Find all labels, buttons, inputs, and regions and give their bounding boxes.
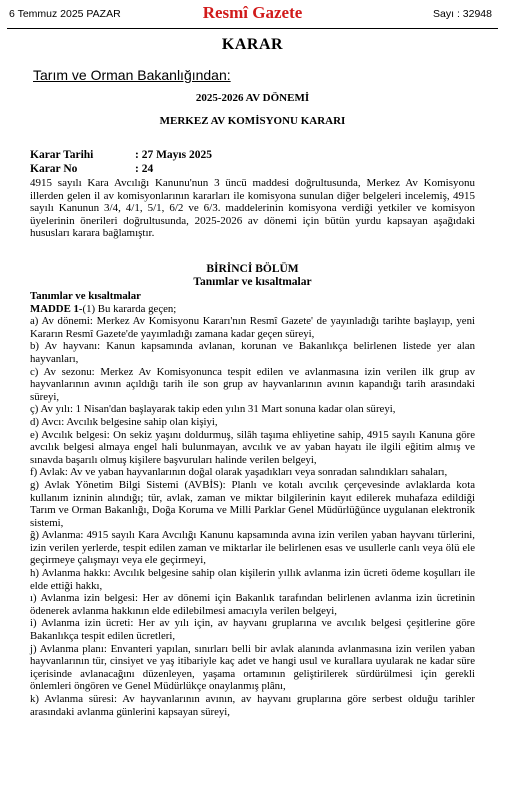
definition-item: i) Avlanma izin ücreti: Her av yılı için, av hayvanı gruplarına ve avcılık belgesi çeşitlerine göre Bakanlıkça tespit edilen ücretleri, bbox=[30, 617, 475, 643]
section-title: KARAR bbox=[221, 36, 284, 53]
article-label: MADDE 1- bbox=[30, 302, 83, 315]
definition-item: f) Avlak: Av ve yaban hayvanlarının doğal olarak yaşadıkları veya sonradan salındıkları sahaları, bbox=[30, 466, 448, 479]
section-subheading: Tanımlar ve kısaltmalar bbox=[30, 290, 141, 302]
article-1 bbox=[30, 303, 475, 316]
definition-item: g) Avlak Yönetim Bilgi Sistemi (AVBİS): Planlı ve kotalı avcılık çerçevesinde avlaklarda kota kullanım izninin alındığı; tür, avlak, zaman ve miktar bilgilerinin kayıt edilerek muhafaza edildiği Tarım ve Orman Bakanlığı, Doğa Koruma ve Milli Parklar Genel Müdürlüğünce uygulanan elektronik sistemi, bbox=[30, 478, 475, 529]
decision-date-label: Karar Tarihi bbox=[30, 149, 94, 161]
gazette-title: Resmî Gazete bbox=[202, 3, 303, 22]
decision-title-line2: MERKEZ AV KOMİSYONU KARARI bbox=[159, 115, 346, 127]
issue-date: 6 Temmuz 2025 PAZAR bbox=[9, 8, 121, 20]
definition-item: j) Avlanma planı: Envanteri yapılan, sınırları belli bir avlak alanında avlanmasına izin verilen yaban hayvanlarının tür, cinsiyet ve yaş itibariyle kaç adet ve hangi usul ve kurallara uyularak ne kadar süre içerisinde avlanacağını düzenleyen, yaşama ortamının geliştirilerek sürdürülmesi için gerekli önlemleri öngören ve Genel Müdürlükçe onaylanmış plânı, bbox=[30, 642, 475, 693]
header-divider bbox=[7, 28, 498, 29]
decision-date-value: : 27 Mayıs 2025 bbox=[135, 149, 212, 161]
definition-item: c) Av sezonu: Merkez Av Komisyonunca tespit edilen ve avlanmasına izin verilen ilk grup av hayvanlarının avının açıldığı tarih ile son grup av hayvanlarının avının kapandığı tarih arasındaki süreyi, bbox=[30, 365, 475, 403]
article-text: (1) Bu kararda geçen; bbox=[82, 302, 177, 315]
intro-paragraph: 4915 sayılı Kara Avcılığı Kanunu'nun 3 üncü maddesi doğrultusunda, Merkez Av Komisyonu illerden gelen il av komisyonlarının kararları ile komisyona sunulan diğer belgeleri incelemiş, 4915 sayılı Kanunun 3/4, 4/1, 5/1, 6/2 ve 6/3. maddelerinin komisyona verdiği yetkiler ve komisyon üyelerinin önerileri doğrultusunda, 2025-2026 av dönemi için bütün yurdu kapsayan aşağıdaki hususları karara bağlamıştır. bbox=[30, 177, 475, 239]
definition-item: a) Av dönemi: Merkez Av Komisyonu Kararı'nın Resmî Gazete' de yayınladığı tarihte başlayıp, yeni Kararın Resmî Gazete'de yayımladığı zamana kadar geçen süreyi, bbox=[30, 315, 475, 340]
chapter-heading: BİRİNCİ BÖLÜM bbox=[206, 263, 299, 275]
definition-item: e) Avcılık belgesi: On sekiz yaşını doldurmuş, silâh taşıma ehliyetine sahip, 4915 sayılı Kanuna göre avcılık belgesi almaya engel hali bulunmayan, avcılık ve av yaban hayatı ile ilgili eğitim almış ve sınavda başarılı olmuş kişilere başvuruları halinde verilen belgeyi, bbox=[30, 428, 475, 466]
definitions-block bbox=[30, 290, 475, 718]
decision-date-row bbox=[30, 149, 212, 161]
definition-item: k) Avlanma süresi: Av hayvanlarının avının, av hayvanı gruplarına göre serbest olduğu tarihler arasındaki avlanma günlerini kapsayan süreyi, bbox=[30, 693, 475, 718]
decision-no-value: : 24 bbox=[135, 163, 154, 175]
intro-block bbox=[30, 177, 475, 240]
definition-item: b) Av hayvanı: Kanun kapsamında avlanan, korunan ve Bakanlıkça belirlenen listede yer alan hayvanları, bbox=[30, 340, 475, 365]
ministry-name: Tarım ve Orman Bakanlığından: bbox=[33, 67, 231, 83]
chapter-subheading: Tanımlar ve kısaltmalar bbox=[193, 276, 312, 288]
gazette-header bbox=[0, 0, 505, 30]
definition-item: ı) Avlanma izin belgesi: Her av dönemi için Bakanlık tarafından belirlenen avlanma izin ücretinin ödenerek avlanma hakkının elde edilebilmesi amacıyla verilen belgeyi, bbox=[30, 592, 475, 617]
decision-title-line1: 2025-2026 AV DÖNEMİ bbox=[195, 92, 310, 104]
definition-item: h) Avlanma hakkı: Avcılık belgesine sahip olan kişilerin yıllık avlanma izin ücreti ödeme koşulları ile elde ettiği hakkı, bbox=[30, 567, 475, 592]
decision-no-label: Karar No bbox=[30, 163, 78, 175]
definition-item: ç) Av yılı: 1 Nisan'dan başlayarak takip eden yılın 31 Mart sonuna kadar olan süreyi, bbox=[30, 403, 396, 416]
definition-item: d) Avcı: Avcılık belgesine sahip olan kişiyi, bbox=[30, 415, 218, 428]
decision-no-row bbox=[30, 163, 154, 175]
issue-number: Sayı : 32948 bbox=[433, 8, 492, 20]
definition-item: ğ) Avlanma: 4915 sayılı Kara Avcılığı Kanunu kapsamında avına izin verilen yaban hayvanı türlerini, izin verilen yerlerde, tespit edilen zaman ve miktarlar ile belirlenen esas ve usullerle canlı veya ölü ele geçirmeye çalışmayı veya ele geçirmeyi, bbox=[30, 529, 475, 567]
